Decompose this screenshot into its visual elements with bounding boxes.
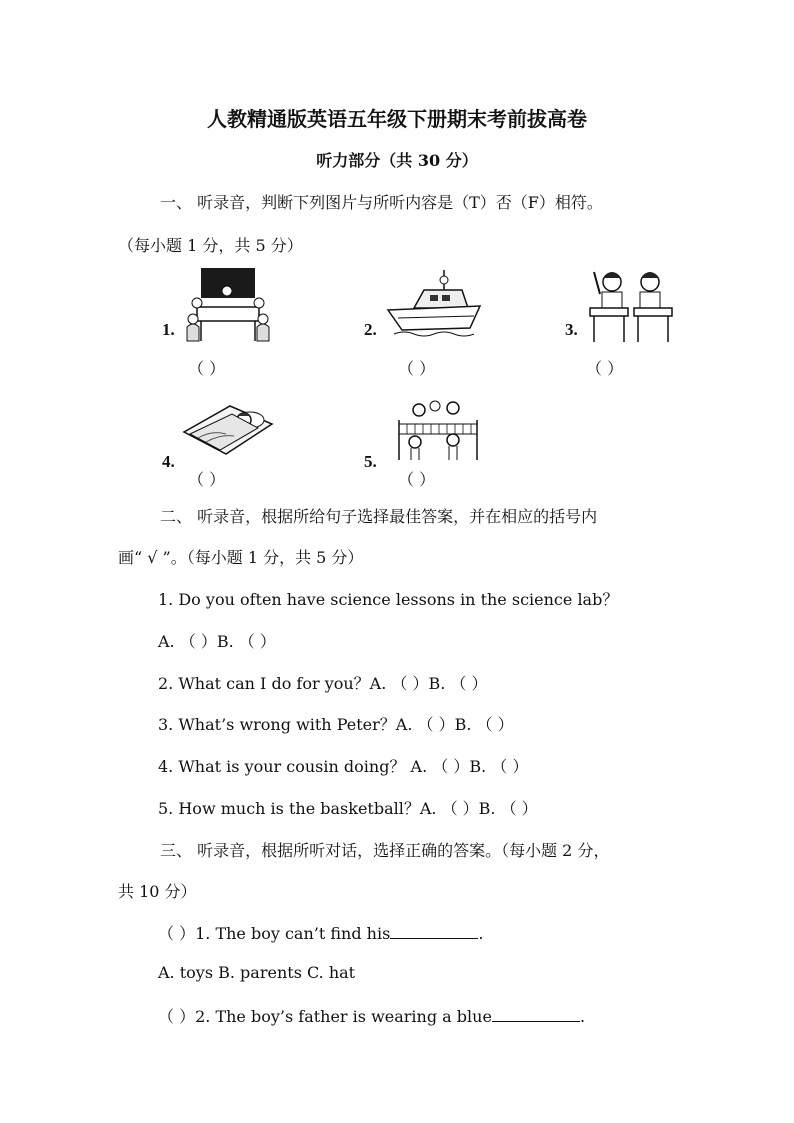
- section3-question-1-text: （ ）1. The boy can’t find his: [158, 924, 391, 943]
- item3-number: 3.: [565, 320, 578, 339]
- section1-instruction-line1: 一、 听录音，判断下列图片与所听内容是（T）否（F）相符。: [160, 193, 603, 212]
- page-title: 人教精通版英语五年级下册期末考前拔高卷: [207, 107, 587, 131]
- answer-blank[interactable]: [492, 1007, 580, 1022]
- item2-number: 2.: [364, 320, 377, 339]
- sick-in-bed-image: [180, 398, 275, 460]
- item5-number: 5.: [364, 452, 377, 471]
- item4-number: 4.: [162, 452, 175, 471]
- answer-blank[interactable]: [390, 924, 478, 939]
- section2-question-1: 1. Do you often have science lessons in the science lab？: [158, 590, 619, 609]
- item2-answer-parens[interactable]: （ ）: [398, 359, 436, 378]
- item1-number: 1.: [162, 320, 175, 339]
- section2-question-2[interactable]: 2. What can I do for you？A. （ ）B. （ ）: [158, 674, 488, 693]
- section2-question-4[interactable]: 4. What is your cousin doing？ A. （ ）B. （ ）: [158, 757, 529, 776]
- section2-instruction-line2: 画“ √ ”。（每小题 1 分，共 5 分）: [118, 548, 364, 567]
- item3-answer-parens[interactable]: （ ）: [586, 359, 624, 378]
- section3-instruction-line2: 共 10 分）: [118, 882, 197, 901]
- section3-question-2[interactable]: [158, 1004, 585, 1027]
- section-subtitle: 听力部分（共 30 分）: [316, 151, 478, 170]
- section3-question-1-options: A. toys B. parents C. hat: [158, 963, 356, 982]
- section3-question-2-text: （ ）2. The boy’s father is wearing a blue: [158, 1007, 492, 1026]
- section2-question-3[interactable]: 3. What’s wrong with Peter？A. （ ）B. （ ）: [158, 715, 514, 734]
- section2-question-1-options[interactable]: A. （ ）B. （ ）: [158, 632, 276, 651]
- section2-instruction-line1: 二、 听录音，根据所给句子选择最佳答案，并在相应的括号内: [160, 507, 598, 526]
- classroom-meeting-image: [185, 265, 270, 345]
- ship-image: [384, 268, 484, 343]
- volleyball-image: [393, 398, 483, 463]
- section1-instruction-line2: （每小题 1 分，共 5 分）: [118, 236, 303, 255]
- item5-answer-parens[interactable]: （ ）: [398, 470, 436, 489]
- item4-answer-parens[interactable]: （ ）: [188, 470, 226, 489]
- section3-question-1-end: .: [478, 924, 484, 943]
- section2-question-5[interactable]: 5. How much is the basketball？A. （ ）B. （ ）: [158, 799, 538, 818]
- section3-instruction-line1: 三、 听录音，根据所听对话，选择正确的答案。（每小题 2 分，: [160, 841, 610, 860]
- students-at-desks-image: [586, 266, 676, 344]
- section3-question-2-end: .: [579, 1007, 586, 1026]
- item1-answer-parens[interactable]: （ ）: [188, 359, 226, 378]
- section3-question-1[interactable]: [158, 921, 483, 944]
